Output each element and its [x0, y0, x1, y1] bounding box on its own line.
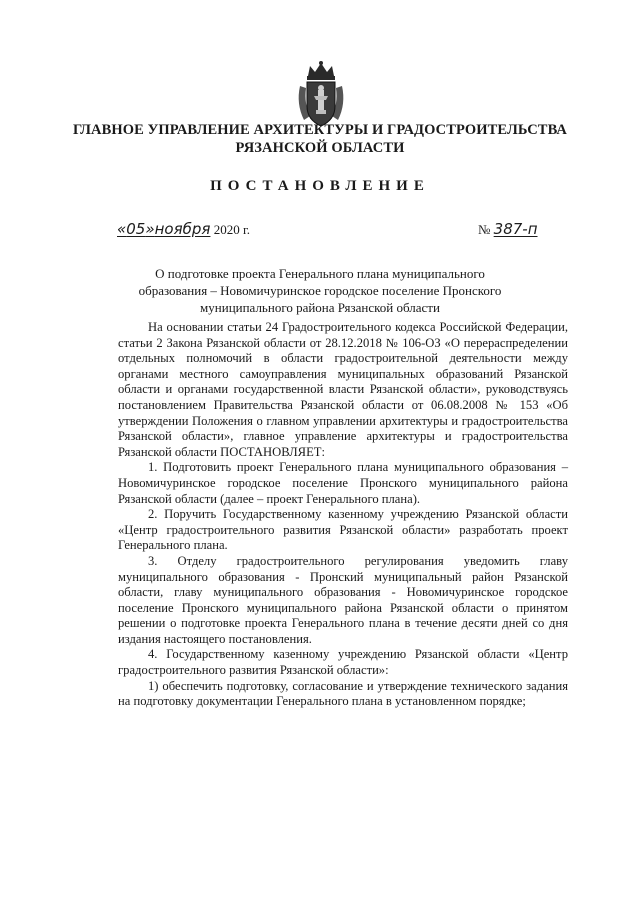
document-date [117, 220, 250, 238]
coat-of-arms-icon [296, 60, 346, 128]
date-year: 2020 г. [210, 222, 251, 237]
clause-1: 1. Подготовить проект Генерального плана муниципального образования – Новомичуринское городское поселение Пронского муниципального района Рязанской области (далее – проект Генерального плана). [118, 460, 568, 506]
document-number [478, 220, 538, 238]
date-month: ноября [154, 220, 211, 238]
date-close-quote: » [145, 220, 155, 238]
clause-4-subitem-1: 1) обеспечить подготовку, согласование и утверждение технического задания на подготовку документации Генерального плана в установленном порядке; [118, 678, 568, 709]
number-prefix: № [478, 222, 494, 237]
clause-4: 4. Государственному казенному учреждению Рязанской области «Центр градостроительного развития Рязанской области»: [118, 647, 568, 678]
organization-name-line2: РЯЗАНСКОЙ ОБЛАСТИ [235, 140, 405, 156]
document-body [118, 320, 568, 710]
document-subject: О подготовке проекта Генерального плана муниципального образования – Новомичуринское городское поселение Пронского муниципального района Рязанской области [138, 266, 502, 315]
date-day: 05 [126, 220, 146, 238]
clause-2: 2. Поручить Государственному казенному учреждению Рязанской области «Центр градостроительного развития Рязанской области» разработать проект Генерального плана. [118, 507, 568, 553]
organization-name-line1: ГЛАВНОЕ УПРАВЛЕНИЕ АРХИТЕКТУРЫ И ГРАДОСТРОИТЕЛЬСТВА [72, 122, 568, 138]
preamble-paragraph: На основании статьи 24 Градостроительного кодекса Российской Федерации, статьи 2 Закона Рязанской области от 28.12.2018 № 106-ОЗ «О перераспределении отдельных полномочий в области градостроительной деятельности между органами местного самоуправления муниципальных образований Рязанской области и органами государственной власти Рязанской области», руководствуясь постановлением Правительства Рязанской области от 06.08.2008 № 153 «Об утверждении Положения о главном управлении архитектуры и градостроительства Рязанской области», главное управление архитектуры и градостроительства Рязанской области ПОСТАНОВЛЯЕТ: [118, 320, 568, 459]
date-open-quote: « [117, 220, 127, 238]
document-title: ПОСТАНОВЛЕНИЕ [210, 178, 430, 194]
number-value: 387-п [493, 220, 538, 238]
clause-3: 3. Отделу градостроительного регулирования уведомить главу муниципального образования - Пронский муниципальный район Рязанской области, главу муниципального образования - Новомичуринское городское поселение Пронского муниципального района Рязанской области о принятом решении о подготовке проекта Генерального плана в течение десяти дней со дня издания настоящего постановления. [118, 553, 568, 646]
